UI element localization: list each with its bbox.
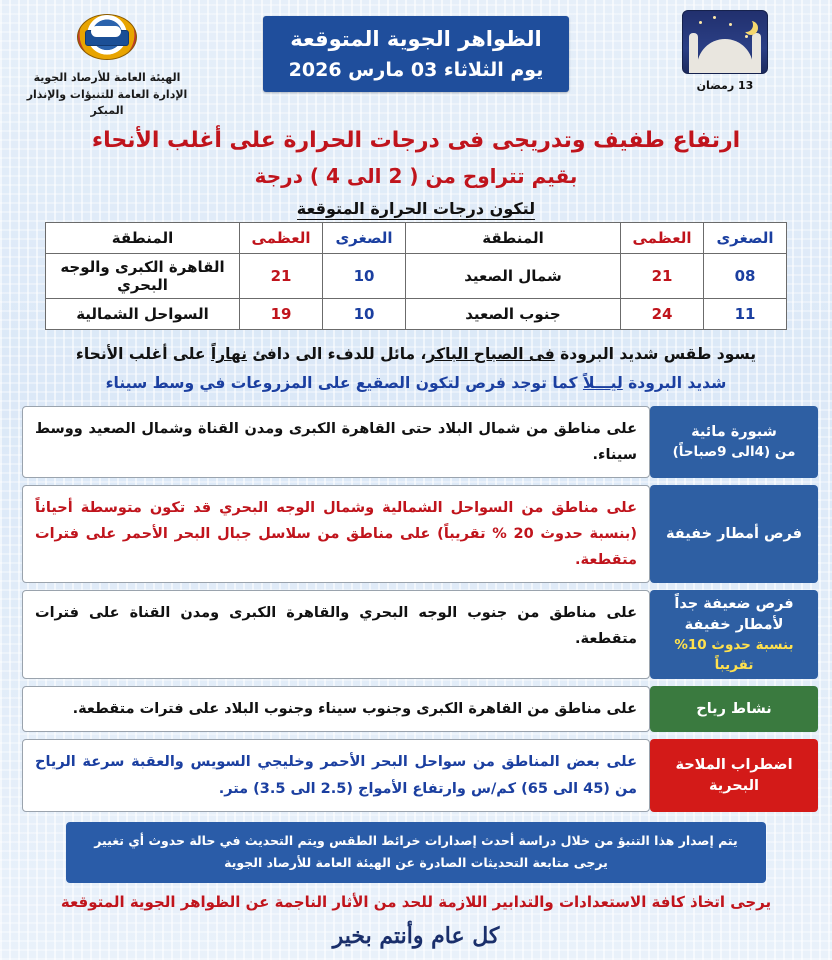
phenomenon-body-marine: على بعض المناطق من سواحل البحر الأحمر وخليجي السويس والعقبة سرعة الرياح من (45 الى 65) كم/س وارتفاع الأمواج (2.5 الى 3.5) متر. [22,739,650,811]
note-1a: يسود طقس شديد البرودة [554,345,757,364]
phenomenon-label-wind [650,686,818,732]
phenomenon-body-wind: على مناطق من القاهرة الكبرى وجنوب سيناء وجنوب البلاد على فترات متقطعة. [22,686,650,732]
greeting-text: كل عام وأنتم بخير [332,922,500,949]
header-max-left: العظمى [621,223,704,254]
phenomenon-label-text: شبورة مائية [691,423,777,440]
note-2b: ليـــلاً [582,374,623,393]
phenomenon-label-text: فرص أمطار خفيفة [666,525,803,542]
footer-note-line-2: يرجى متابعة التحديثات الصادرة عن الهيئة العامة للأرصاد الجوية [224,855,608,871]
note-1d: نهاراً [210,345,248,364]
table-row [46,254,787,299]
temperature-caption [14,199,818,218]
footer-warning: يرجى اتخاذ كافة الاستعدادات والتدابير اللازمة للحد من الأثار الناجمة عن الظواهر الجوية المتوقعة [60,892,772,911]
phenomenon-label-text: اضطراب الملاحة البحرية [675,756,793,794]
note-2c: كما توجد فرص لتكون الصقيع على المزروعات في وسط سيناء [105,374,583,393]
cell-region-left: شمال الصعيد [406,254,621,299]
cell-min-left: 08 [704,254,787,299]
header-region-left: المنطقة [406,223,621,254]
cell-max-right: 19 [240,299,323,330]
phenomenon-body-very-weak-rain: على مناطق من جنوب الوجه البحري والقاهرة الكبرى ومدن القناة على فترات متقطعة. [22,590,650,679]
ema-logo-icon [77,14,137,66]
ramadan-logo-block [632,10,818,92]
table-header-row [46,223,787,254]
note-2a: شديد البرودة [622,374,727,393]
cell-region-right: السواحل الشمالية [46,299,240,330]
organization-block [14,10,200,120]
title-line-2: يوم الثلاثاء 03 مارس 2026 [288,58,544,81]
headline-line-2: بقيم تتراوح من ( 2 الى 4 ) درجة [254,164,578,189]
footer-note-line-1: يتم إصدار هذا التنبؤ من خلال دراسة أحدث إصدارات خرائط الطقس ويتم التحديث في حالة حدوث أي تغيير [94,832,738,848]
phenomenon-label-very-weak-rain [650,590,818,679]
note-1c: ، مائل للدفء الى دافئ [247,345,427,364]
cell-max-left: 24 [621,299,704,330]
headline [14,122,818,193]
title-line-1: الظواهر الجوية المتوقعة [290,27,542,51]
cell-min-left: 11 [704,299,787,330]
cell-region-right: القاهرة الكبرى والوجه البحري [46,254,240,299]
phenomenon-body-light-rain: على مناطق من السواحل الشمالية وشمال الوجه البحري قد تكون متوسطة أحياناً (بنسبة حدوث 20 % تقريباً) على مناطق من سلاسل جبال البحر الأحمر على فترات متقطعة. [22,485,650,583]
header-min-right: الصغرى [323,223,406,254]
phenomenon-row-very-weak-rain [14,590,818,679]
phenomena-list [14,406,818,812]
headline-line-1: ارتفاع طفيف وتدريجى فى درجات الحرارة على أغلب الأنحاء [91,128,741,153]
phenomenon-label-text: نشاط رياح [696,700,772,717]
hijri-date: 13 رمضان [696,79,754,92]
phenomenon-row-light-rain [14,485,818,583]
header-min-left: الصغرى [704,223,787,254]
bulletin-title [263,16,570,92]
phenomenon-row-wind [14,686,818,732]
phenomenon-label-fog [650,406,818,478]
weather-note [14,340,818,397]
phenomenon-label-sub: من (4الى 9صباحاً) [672,443,796,460]
phenomenon-row-marine [14,739,818,811]
phenomenon-label-sub: بنسبة حدوث 10% تقريباً [674,637,794,673]
cell-max-right: 21 [240,254,323,299]
header [14,0,818,118]
phenomenon-label-text: فرص ضعيفة جداً لأمطار خفيفة [674,596,794,634]
org-line-1: الهيئة العامة للأرصاد الجوية [33,71,181,84]
cell-min-right: 10 [323,254,406,299]
temperature-table [45,222,787,330]
cell-max-left: 21 [621,254,704,299]
header-max-right: العظمى [240,223,323,254]
phenomenon-row-fog [14,406,818,478]
cell-region-left: جنوب الصعيد [406,299,621,330]
header-region-right: المنطقة [46,223,240,254]
ramadan-lantern-icon [682,10,768,74]
phenomenon-label-light-rain [650,485,818,583]
phenomenon-label-marine [650,739,818,811]
table-row [46,299,787,330]
note-1e: على أغلب الأنحاء [75,345,211,364]
phenomenon-body-fog: على مناطق من شمال البلاد حتى القاهرة الكبرى ومدن القناة وشمال الصعيد ووسط سيناء. [22,406,650,478]
org-line-2: الإدارة العامة للتنبؤات والإنذار المبكر [26,87,188,117]
footer-note [66,822,766,883]
note-1b: فى الصباح الباكر [426,345,555,364]
temperature-caption-text: لتكون درجات الحرارة المتوقعة [296,199,536,219]
note-line-1 [14,340,818,369]
cell-min-right: 10 [323,299,406,330]
note-line-2 [14,369,818,398]
